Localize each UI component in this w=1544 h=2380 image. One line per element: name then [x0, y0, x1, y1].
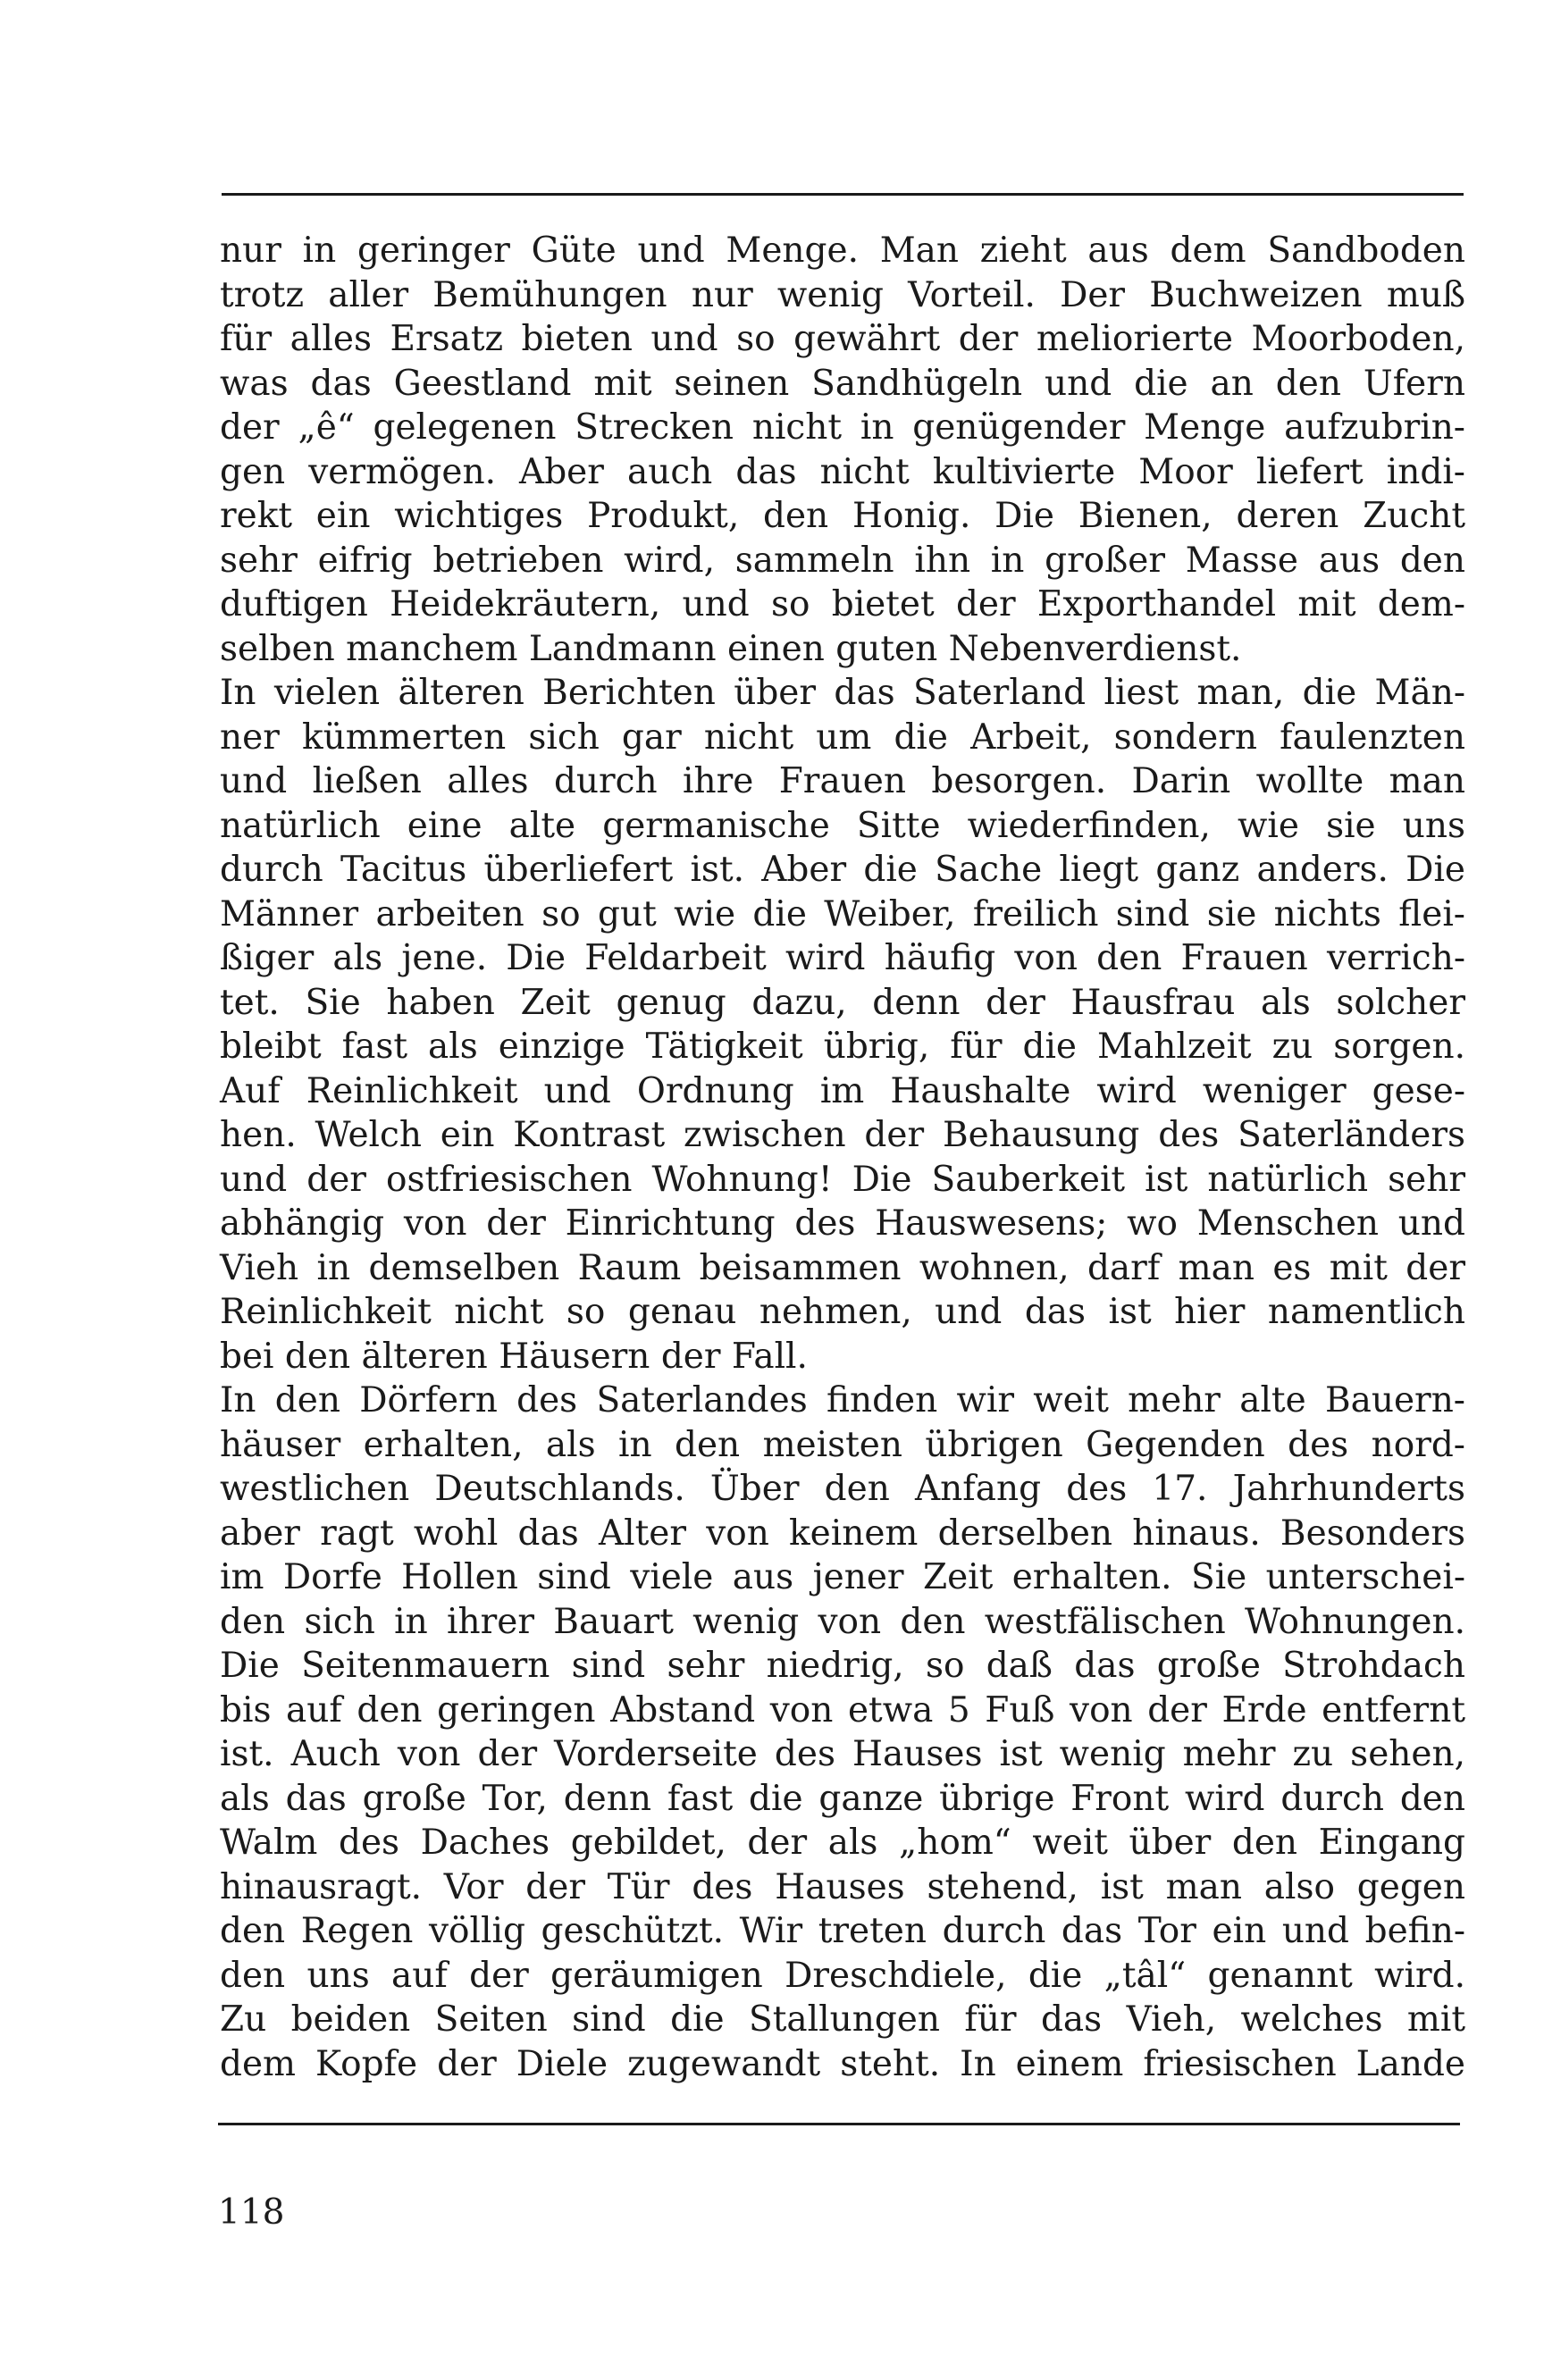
text-line: und ließen alles durch ihre Frauen besorgen. Darin wollte man: [220, 761, 1465, 801]
text-line: Auf Reinlichkeit und Ordnung im Haushalte wird weniger gese-: [220, 1070, 1465, 1111]
text-line: ist. Auch von der Vorderseite des Hauses ist wenig mehr zu sehen,: [220, 1734, 1465, 1774]
text-line: natürlich eine alte germanische Sitte wiederfinden, wie sie uns: [220, 805, 1465, 846]
text-line: was das Geestland mit seinen Sandhügeln und die an den Ufern: [220, 363, 1465, 404]
text-line: den Regen völlig geschützt. Wir treten durch das Tor ein und befin-: [220, 1911, 1465, 1951]
text-line: bleibt fast als einzige Tätigkeit übrig, für die Mahlzeit zu sorgen.: [220, 1027, 1465, 1067]
text-line: gen vermögen. Aber auch das nicht kultivierte Moor liefert indi-: [220, 451, 1465, 492]
top-rule: [222, 193, 1464, 196]
page-number: 118: [218, 2192, 285, 2233]
text-line: nur in geringer Güte und Menge. Man zieht aus dem Sandboden: [220, 230, 1465, 271]
text-line: Reinlichkeit nicht so genau nehmen, und das ist hier namentlich: [220, 1292, 1465, 1332]
body-text: [220, 229, 1465, 2086]
text-line: westlichen Deutschlands. Über den Anfang des 17. Jahrhunderts: [220, 1469, 1465, 1509]
text-line: sehr eifrig betrieben wird, sammeln ihn in großer Masse aus den: [220, 540, 1465, 581]
text-line: Vieh in demselben Raum beisammen wohnen, darf man es mit der: [220, 1247, 1465, 1288]
text-line: trotz aller Bemühungen nur wenig Vorteil. Der Buchweizen muß: [220, 274, 1465, 315]
text-line: aber ragt wohl das Alter von keinem derselben hinaus. Besonders: [220, 1513, 1465, 1554]
text-line: hen. Welch ein Kontrast zwischen der Behausung des Saterländers: [220, 1115, 1465, 1155]
text-line: selben manchem Landmann einen guten Nebenverdienst.: [220, 628, 1242, 669]
text-line: Männer arbeiten so gut wie die Weiber, freilich sind sie nichts flei-: [220, 893, 1465, 934]
text-line: dem Kopfe der Diele zugewandt steht. In einem friesischen Lande: [220, 2043, 1465, 2084]
text-line: hinausragt. Vor der Tür des Hauses stehend, ist man also gegen: [220, 1866, 1465, 1907]
text-line: den uns auf der geräumigen Dreschdiele, die „tâl“ genannt wird.: [220, 1955, 1465, 1996]
text-line: im Dorfe Hollen sind viele aus jener Zeit erhalten. Sie unterschei-: [220, 1557, 1465, 1597]
text-line: Die Seitenmauern sind sehr niedrig, so daß das große Strohdach: [220, 1646, 1465, 1686]
text-line: ßiger als jene. Die Feldarbeit wird häufig von den Frauen verrich-: [220, 938, 1465, 978]
text-line: als das große Tor, denn fast die ganze übrige Front wird durch den: [220, 1778, 1465, 1819]
text-line: Walm des Daches gebildet, der als „hom“ weit über den Eingang: [220, 1823, 1465, 1863]
text-line: duftigen Heidekräutern, und so bietet der Exporthandel mit dem-: [220, 584, 1465, 624]
text-line: häuser erhalten, als in den meisten übrigen Gegenden des nord-: [220, 1424, 1465, 1465]
text-line: bis auf den geringen Abstand von etwa 5 Fuß von der Erde entfernt: [220, 1689, 1465, 1731]
text-line: den sich in ihrer Bauart wenig von den westfälischen Wohnungen.: [220, 1601, 1465, 1642]
text-line: In vielen älteren Berichten über das Saterland liest man, die Män-: [220, 673, 1465, 713]
text-line: In den Dörfern des Saterlandes finden wir weit mehr alte Bauern-: [220, 1380, 1465, 1420]
text-line: abhängig von der Einrichtung des Hauswesens; wo Menschen und: [220, 1203, 1465, 1244]
text-line: tet. Sie haben Zeit genug dazu, denn der Hausfrau als solcher: [220, 982, 1465, 1023]
text-line: Zu beiden Seiten sind die Stallungen für das Vieh, welches mit: [220, 1999, 1465, 2040]
bottom-rule: [218, 2123, 1460, 2125]
text-line: rekt ein wichtiges Produkt, den Honig. Die Bienen, deren Zucht: [220, 496, 1465, 536]
text-line: bei den älteren Häusern der Fall.: [220, 1336, 808, 1377]
text-line: der „ê“ gelegenen Strecken nicht in genügender Menge aufzubrin-: [220, 407, 1465, 448]
text-line: durch Tacitus überliefert ist. Aber die Sache liegt ganz anders. Die: [220, 850, 1465, 890]
text-line: für alles Ersatz bieten und so gewährt der meliorierte Moorboden,: [220, 319, 1465, 359]
text-line: ner kümmerten sich gar nicht um die Arbeit, sondern faulenzten: [220, 717, 1465, 758]
text-line: und der ostfriesischen Wohnung! Die Sauberkeit ist natürlich sehr: [220, 1159, 1465, 1200]
